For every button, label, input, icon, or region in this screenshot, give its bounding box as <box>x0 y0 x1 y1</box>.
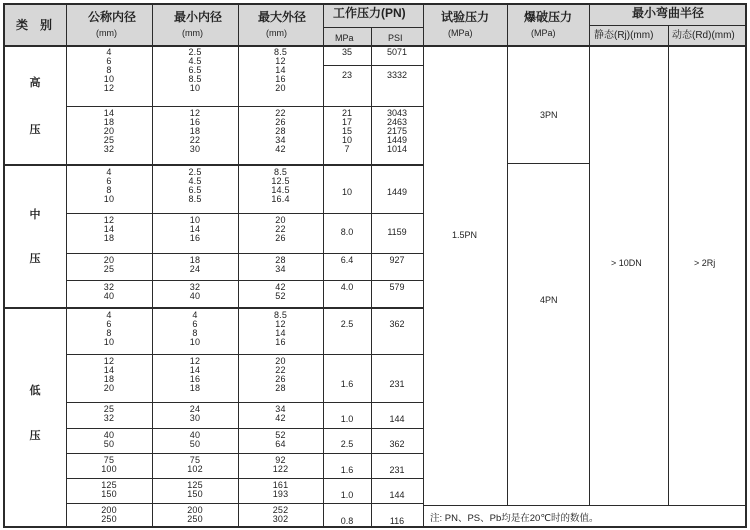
pressure-mpa-cell: 6.4 <box>340 255 354 265</box>
group-max-cell: 20 22 26 <box>275 215 286 243</box>
col-divider-mpa-psi <box>371 27 372 528</box>
pressure-mpa-cell: 8.0 <box>340 227 354 237</box>
pressure-mpa-cell: 35 <box>341 47 352 57</box>
pressure-psi-cell: 5071 <box>386 47 408 57</box>
col-divider <box>423 3 424 528</box>
group-max-cell: 161 193 <box>272 480 289 499</box>
burst-value-3pn: 3PN <box>540 110 558 120</box>
pressure-psi-cell: 927 <box>389 255 405 265</box>
header-max-od-unit: (mm) <box>266 28 287 38</box>
header-wp-psi: PSI <box>388 33 403 43</box>
header-wp-mpa: MPa <box>335 33 354 43</box>
group-max-cell: 42 52 <box>275 282 286 301</box>
group-max-cell: 8.5 12 14 16 20 <box>273 47 288 93</box>
group-min-cell: 24 30 <box>189 404 201 423</box>
group-min-cell: 125 150 <box>187 480 203 499</box>
header-max-od: 最大外径 <box>258 10 307 24</box>
row-divider-35-23 <box>323 65 423 66</box>
header-min-id: 最小内径 <box>174 10 223 24</box>
col-divider <box>323 3 324 528</box>
group-nominal-cell: 75 100 <box>101 455 117 474</box>
pressure-psi-cell: 116 <box>389 516 405 526</box>
static-radius-value: > 10DN <box>611 258 642 268</box>
group-min-cell: 75 102 <box>187 455 203 474</box>
row-divider <box>66 428 423 429</box>
row-divider-burst <box>507 163 589 164</box>
table-border-left <box>3 3 5 528</box>
header-test-pressure-unit: (MPa) <box>448 28 473 38</box>
row-divider <box>66 402 423 403</box>
pressure-mpa-cell: 2.5 <box>340 319 354 329</box>
group-nominal-cell: 25 32 <box>103 404 115 423</box>
category-high-1: 高 <box>29 77 41 89</box>
group-max-cell: 34 42 <box>275 404 286 423</box>
group-nominal-cell: 32 40 <box>103 282 115 301</box>
table-border-right <box>745 3 747 528</box>
header-min-bend-radius: 最小弯曲半径 <box>632 6 705 20</box>
header-burst-pressure-unit: (MPa) <box>531 28 556 38</box>
group-nominal-cell: 40 50 <box>103 430 115 449</box>
pressure-psi-cell: 144 <box>389 490 405 500</box>
pressure-psi-cell: 1449 <box>386 187 408 197</box>
pressure-psi-cell: 3043 2463 2175 1449 1014 <box>386 108 408 154</box>
pressure-mpa-cell: 0.8 <box>340 516 354 526</box>
group-max-cell: 22 26 28 34 42 <box>275 108 286 154</box>
pressure-psi-cell: 231 <box>389 379 405 389</box>
pressure-psi-cell: 144 <box>389 414 405 424</box>
row-divider <box>66 106 423 107</box>
group-max-cell: 92 122 <box>272 455 289 474</box>
group-min-cell: 10 14 16 <box>189 215 201 243</box>
table-border-top <box>3 3 747 5</box>
group-min-cell: 12 14 16 18 <box>189 356 201 393</box>
group-nominal-cell: 4 6 8 10 12 <box>103 47 115 93</box>
category-high-2: 压 <box>29 124 41 136</box>
row-divider <box>66 503 423 504</box>
header-work-pressure: 工作压力(PN) <box>333 6 406 20</box>
header-bottom-rule <box>3 45 747 47</box>
pressure-psi-cell: 231 <box>389 465 405 475</box>
category-low-1: 低 <box>29 385 41 397</box>
row-divider <box>66 478 423 479</box>
header-nominal-id-unit: (mm) <box>96 28 117 38</box>
header-category: 类 别 <box>16 18 53 32</box>
footnote: 注: PN、PS、Pb均是在20℃时的数值。 <box>430 513 599 524</box>
category-medium-1: 中 <box>29 209 41 221</box>
group-min-cell: 4 6 8 10 <box>189 310 201 347</box>
pressure-mpa-cell: 1.0 <box>340 414 354 424</box>
header-nominal-id: 公称内径 <box>88 10 137 24</box>
group-max-cell: 252 302 <box>272 505 289 524</box>
pressure-psi-cell: 579 <box>389 282 405 292</box>
group-min-cell: 12 16 18 22 30 <box>189 108 201 154</box>
pressure-mpa-cell: 2.5 <box>340 439 354 449</box>
group-min-cell: 40 50 <box>189 430 201 449</box>
subheader-rule-wp <box>323 27 423 28</box>
group-nominal-cell: 12 14 18 20 <box>103 356 115 393</box>
header-min-id-unit: (mm) <box>182 28 203 38</box>
group-max-cell: 8.5 12.5 14.5 16.4 <box>271 167 290 204</box>
group-min-cell: 2.5 4.5 6.5 8.5 10 <box>188 47 202 93</box>
group-nominal-cell: 14 18 20 25 32 <box>103 108 115 154</box>
test-pressure-value: 1.5PN <box>452 230 478 240</box>
col-divider-static-dynamic <box>668 25 669 505</box>
col-divider <box>507 3 508 505</box>
group-max-cell: 28 34 <box>275 255 286 274</box>
pressure-mpa-cell: 21 17 15 10 7 <box>341 108 352 154</box>
pressure-psi-cell: 1159 <box>387 227 407 237</box>
pressure-mpa-cell: 1.6 <box>340 379 354 389</box>
burst-value-4pn: 4PN <box>540 295 558 305</box>
pressure-mpa-cell: 4.0 <box>340 282 354 292</box>
category-medium-2: 压 <box>29 253 41 265</box>
row-divider <box>66 280 423 281</box>
group-min-cell: 32 40 <box>189 282 201 301</box>
table-border-bottom <box>3 526 747 528</box>
header-dynamic-radius: 动态(Rd)(mm) <box>672 30 735 41</box>
col-divider <box>589 3 590 505</box>
header-burst-pressure: 爆破压力 <box>524 10 573 24</box>
row-divider <box>66 253 423 254</box>
header-test-pressure: 试验压力 <box>441 10 490 24</box>
row-divider <box>66 213 423 214</box>
pressure-psi-cell: 3332 <box>386 70 408 80</box>
pressure-mpa-cell: 23 <box>341 70 352 80</box>
row-divider <box>66 453 423 454</box>
note-top-rule <box>423 505 747 506</box>
pressure-mpa-cell: 10 <box>341 187 352 197</box>
pressure-mpa-cell: 1.0 <box>340 490 354 500</box>
group-nominal-cell: 4 6 8 10 <box>103 310 115 347</box>
group-max-cell: 8.5 12 14 16 <box>273 310 288 347</box>
row-divider <box>66 354 423 355</box>
header-static-radius: 静态(Rj)(mm) <box>594 30 654 41</box>
group-min-cell: 200 250 <box>187 505 203 524</box>
group-max-cell: 20 22 26 28 <box>275 356 286 393</box>
group-nominal-cell: 4 6 8 10 <box>103 167 115 204</box>
pressure-psi-cell: 362 <box>389 439 405 449</box>
group-nominal-cell: 12 14 18 <box>103 215 115 243</box>
pressure-psi-cell: 362 <box>389 319 405 329</box>
category-low-2: 压 <box>29 430 41 442</box>
group-min-cell: 18 24 <box>189 255 201 274</box>
group-min-cell: 2.5 4.5 6.5 8.5 <box>188 167 202 204</box>
pressure-mpa-cell: 1.6 <box>340 465 354 475</box>
dynamic-radius-value: > 2Rj <box>694 258 716 268</box>
group-nominal-cell: 20 25 <box>103 255 115 274</box>
group-nominal-cell: 200 250 <box>101 505 117 524</box>
group-nominal-cell: 125 150 <box>101 480 117 499</box>
group-max-cell: 52 64 <box>275 430 286 449</box>
